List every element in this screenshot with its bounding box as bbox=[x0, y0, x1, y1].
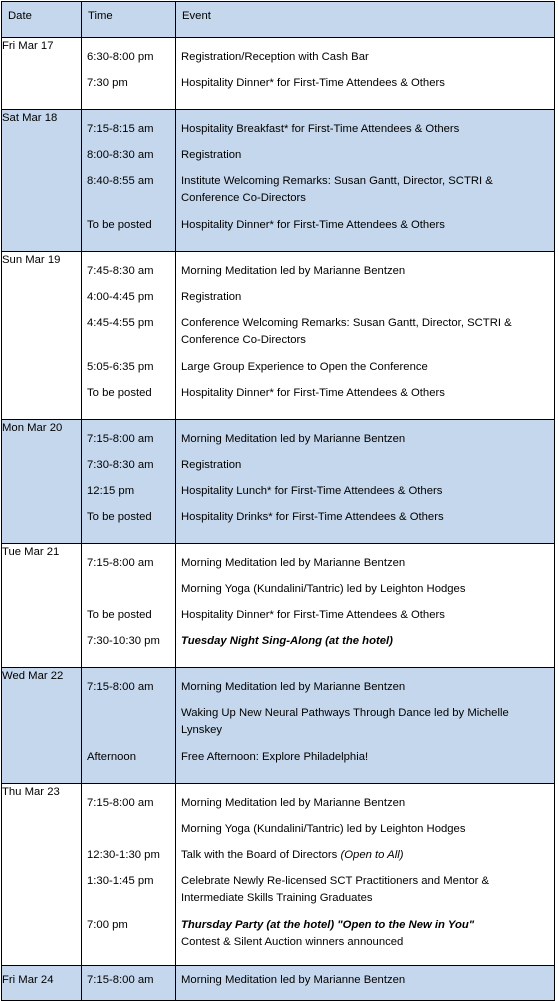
party-note: Contest & Silent Auction winners announced bbox=[181, 936, 404, 948]
event-item: Waking Up New Neural Pathways Through Dance led by Michelle Lynskey bbox=[181, 707, 509, 736]
day-events bbox=[176, 252, 555, 420]
day-times bbox=[82, 966, 176, 1001]
time-slot: 4:45-4:55 pm bbox=[87, 317, 154, 329]
event-item: Morning Meditation led by Marianne Bentzen bbox=[181, 433, 406, 445]
time-slot: 7:15-8:00 am bbox=[87, 974, 154, 986]
day-date: Mon Mar 20 bbox=[2, 420, 82, 544]
day-events bbox=[176, 420, 555, 544]
event-item: Morning Meditation led by Marianne Bentzen bbox=[181, 797, 406, 809]
time-slot: 8:00-8:30 am bbox=[87, 149, 154, 161]
event-item: Registration bbox=[181, 291, 242, 303]
time-slot: 7:30-8:30 am bbox=[87, 459, 154, 471]
event-item: Morning Meditation led by Marianne Bentzen bbox=[181, 974, 406, 986]
day-row-sat-mar-18 bbox=[2, 110, 555, 252]
day-times bbox=[82, 252, 176, 420]
day-times bbox=[82, 420, 176, 544]
time-slot: 6:30-8:00 pm bbox=[87, 51, 154, 63]
event-item: Registration/Reception with Cash Bar bbox=[181, 51, 369, 63]
day-date: Wed Mar 22 bbox=[2, 668, 82, 784]
time-slot: 7:00 pm bbox=[87, 919, 128, 931]
event-item bbox=[181, 847, 548, 873]
time-slot bbox=[87, 705, 169, 749]
time-slot: 12:15 pm bbox=[87, 485, 135, 497]
day-row-mon-mar-20 bbox=[2, 420, 555, 544]
day-date: Thu Mar 23 bbox=[2, 784, 82, 966]
event-item: Hospitality Dinner* for First-Time Attendees & Others bbox=[181, 77, 445, 89]
header-time: Time bbox=[82, 2, 176, 38]
event-item: Conference Welcoming Remarks: Susan Gantt, Director, SCTRI & Conference Co-Directors bbox=[181, 317, 512, 346]
event-text: Talk with the Board of Directors bbox=[181, 849, 338, 861]
time-slot: 7:15-8:00 am bbox=[87, 557, 154, 569]
day-times bbox=[82, 784, 176, 966]
event-item: Free Afternoon: Explore Philadelphia! bbox=[181, 751, 369, 763]
time-slot: 7:15-8:00 am bbox=[87, 797, 154, 809]
day-times bbox=[82, 668, 176, 784]
header-row bbox=[2, 2, 555, 38]
day-date: Sun Mar 19 bbox=[2, 252, 82, 420]
day-date: Tue Mar 21 bbox=[2, 544, 82, 668]
day-events bbox=[176, 784, 555, 966]
day-row-fri-mar-17 bbox=[2, 38, 555, 110]
event-item: Hospitality Lunch* for First-Time Attendees & Others bbox=[181, 485, 443, 497]
time-slot: 7:45-8:30 am bbox=[87, 265, 154, 277]
time-slot: 7:30 pm bbox=[87, 77, 128, 89]
day-events bbox=[176, 544, 555, 668]
day-times bbox=[82, 110, 176, 252]
time-slot: 7:15-8:00 am bbox=[87, 681, 154, 693]
day-row-wed-mar-22 bbox=[2, 668, 555, 784]
event-item: Institute Welcoming Remarks: Susan Gantt, Director, SCTRI & Conference Co-Directors bbox=[181, 175, 493, 204]
time-slot: 7:15-8:15 am bbox=[87, 123, 154, 135]
header-date: Date bbox=[2, 2, 82, 38]
day-row-sun-mar-19 bbox=[2, 252, 555, 420]
time-slot: 4:00-4:45 pm bbox=[87, 291, 154, 303]
day-events bbox=[176, 110, 555, 252]
event-note: (Open to All) bbox=[340, 849, 404, 861]
time-slot: To be posted bbox=[87, 609, 152, 621]
event-item: Registration bbox=[181, 459, 242, 471]
time-slot: To be posted bbox=[87, 387, 152, 399]
day-times bbox=[82, 38, 176, 110]
schedule-table bbox=[1, 1, 555, 1001]
time-slot: Afternoon bbox=[87, 751, 136, 763]
time-slot bbox=[87, 821, 169, 847]
event-item: Morning Meditation led by Marianne Bentzen bbox=[181, 557, 406, 569]
time-slot: 7:15-8:00 am bbox=[87, 433, 154, 445]
event-item: Large Group Experience to Open the Conference bbox=[181, 361, 428, 373]
event-item: Celebrate Newly Re-licensed SCT Practitioners and Mentor & Intermediate Skills Training Graduates bbox=[181, 875, 490, 904]
event-item: Morning Yoga (Kundalini/Tantric) led by Leighton Hodges bbox=[181, 583, 466, 595]
day-date: Fri Mar 17 bbox=[2, 38, 82, 110]
day-row-tue-mar-21 bbox=[2, 544, 555, 668]
event-item bbox=[181, 917, 548, 957]
time-slot: To be posted bbox=[87, 511, 152, 523]
time-slot: 1:30-1:45 pm bbox=[87, 875, 154, 887]
day-row-thu-mar-23 bbox=[2, 784, 555, 966]
time-slot: 5:05-6:35 pm bbox=[87, 361, 154, 373]
event-item: Morning Yoga (Kundalini/Tantric) led by Leighton Hodges bbox=[181, 823, 466, 835]
day-date: Sat Mar 18 bbox=[2, 110, 82, 252]
day-date: Fri Mar 24 bbox=[2, 966, 82, 1001]
event-item: Hospitality Drinks* for First-Time Attendees & Others bbox=[181, 511, 444, 523]
time-slot: 12:30-1:30 pm bbox=[87, 849, 160, 861]
party-title: Thursday Party (at the hotel) "Open to the New in You" bbox=[181, 919, 475, 931]
event-item: Tuesday Night Sing-Along (at the hotel) bbox=[181, 635, 393, 647]
time-slot: 7:30-10:30 pm bbox=[87, 635, 160, 647]
event-item: Registration bbox=[181, 149, 242, 161]
day-events bbox=[176, 966, 555, 1001]
day-events bbox=[176, 668, 555, 784]
event-item: Hospitality Breakfast* for First-Time Attendees & Others bbox=[181, 123, 460, 135]
time-slot: To be posted bbox=[87, 219, 152, 231]
event-item: Hospitality Dinner* for First-Time Attendees & Others bbox=[181, 387, 445, 399]
day-times bbox=[82, 544, 176, 668]
day-events bbox=[176, 38, 555, 110]
time-slot: 8:40-8:55 am bbox=[87, 175, 154, 187]
event-item: Morning Meditation led by Marianne Bentzen bbox=[181, 265, 406, 277]
day-row-fri-mar-24 bbox=[2, 966, 555, 1001]
event-item: Hospitality Dinner* for First-Time Attendees & Others bbox=[181, 609, 445, 621]
event-item: Morning Meditation led by Marianne Bentzen bbox=[181, 681, 406, 693]
header-event: Event bbox=[176, 2, 555, 38]
event-item: Hospitality Dinner* for First-Time Attendees & Others bbox=[181, 219, 445, 231]
time-slot bbox=[87, 581, 169, 607]
